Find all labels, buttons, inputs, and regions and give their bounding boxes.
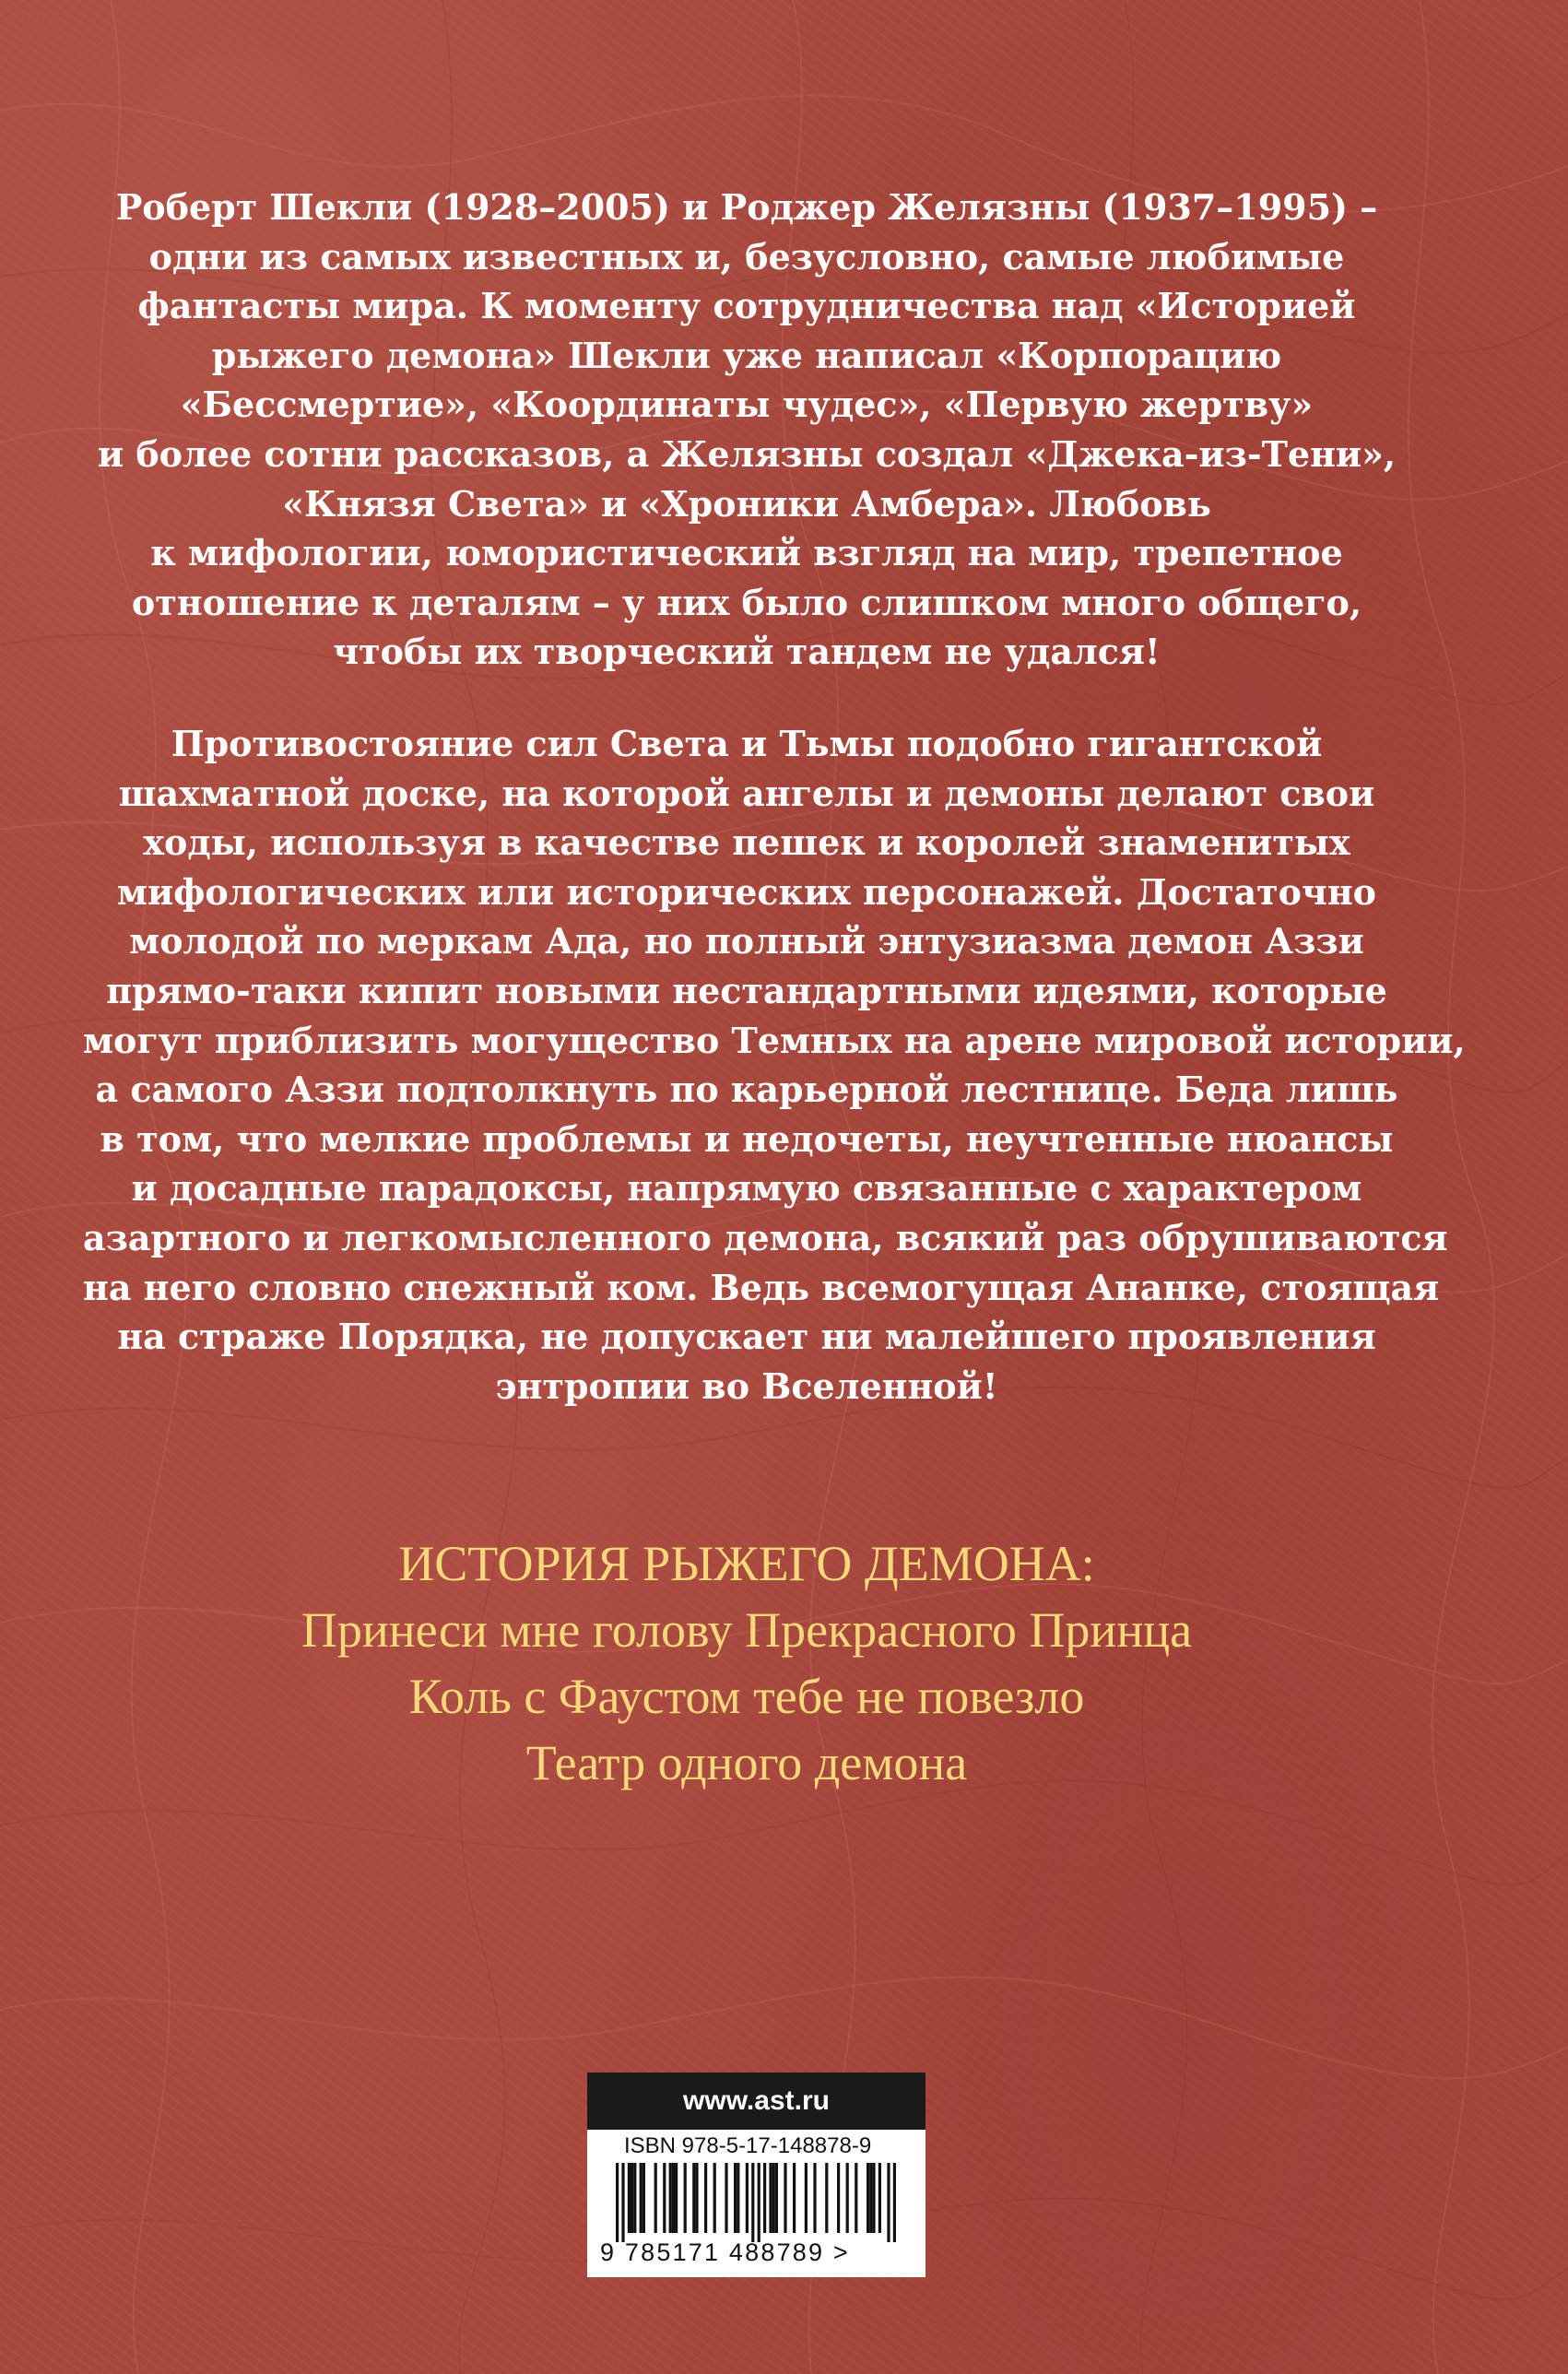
text-line: мифологических или исторических персонажей. Достаточно	[116, 870, 1377, 913]
text-line: чтобы их творческий тандем не удался!	[333, 631, 1161, 673]
barcode-bar	[893, 2163, 896, 2242]
text-line: к мифологии, юмористический взгляд на мир, трепетное	[150, 532, 1343, 574]
text-line: на страже Порядка, не допускает ни малейшего проявления	[117, 1316, 1376, 1358]
barcode-block	[587, 2073, 925, 2277]
text-line: энтропии во Вселенной!	[495, 1364, 998, 1407]
text-line: в том, что мелкие проблемы и недочеты, неучтенные нюансы	[100, 1117, 1394, 1160]
barcode-bar	[616, 2163, 619, 2242]
text-line: «Князя Света» и «Хроники Амбера». Любовь	[282, 482, 1211, 525]
text-line: шахматной доске, на которой ангелы и демоны делают свои	[118, 772, 1375, 814]
barcode-bar	[837, 2163, 840, 2233]
text-line: молодой по меркам Ада, но полный энтузиазма демон Аззи	[129, 920, 1364, 963]
barcode-bar	[825, 2163, 828, 2233]
barcode-bar	[631, 2163, 633, 2233]
barcode-bar	[669, 2163, 672, 2233]
barcode-bar	[763, 2163, 766, 2233]
series-heading: ИСТОРИЯ РЫЖЕГО ДЕМОНА:	[398, 1536, 1095, 1591]
isbn-label: ISBN 978-5-17-148878-9	[624, 2133, 872, 2158]
barcode-bar	[878, 2163, 881, 2233]
barcode-bars	[604, 2163, 908, 2242]
barcode-bar	[746, 2163, 749, 2233]
plot-description-paragraph	[83, 719, 1466, 1411]
barcode-bar	[695, 2163, 698, 2233]
text-line: Противостояние сил Света и Тьмы подобно гигантской	[171, 723, 1323, 764]
barcode-bar	[633, 2163, 636, 2233]
text-line: рыжего демона» Шекли уже написал «Корпорацию	[211, 334, 1282, 376]
barcode-bar	[758, 2163, 760, 2242]
barcode-bar	[672, 2163, 675, 2233]
barcode-digits: 9 785171 488789 >	[600, 2238, 850, 2266]
text-line: могут приблизить могущество Темных на арене мировой истории,	[83, 1019, 1466, 1061]
barcode-bar	[805, 2163, 808, 2233]
text-line: фантасты мира. К моменту сотрудничества над «Историей	[137, 285, 1356, 327]
text-line: на него словно снежный ком. Ведь всемогущая Ананке, стоящая	[83, 1266, 1440, 1308]
barcode-bar	[769, 2163, 772, 2233]
series-list	[83, 1530, 1410, 1796]
publisher-website: www.ast.ru	[587, 2073, 925, 2130]
text-line: отношение к деталям – у них было слишком много общего,	[131, 581, 1362, 623]
barcode-bar	[640, 2163, 643, 2233]
text-line: ходы, используя в качестве пешек и королей знаменитых	[143, 821, 1350, 864]
barcode-bar	[869, 2163, 872, 2233]
barcode-bar	[751, 2163, 754, 2242]
barcode-bar	[887, 2163, 890, 2242]
barcode-bar	[855, 2163, 857, 2233]
text-line: Роберт Шекли (1928–2005) и Роджер Желязны (1937–1995) –	[115, 186, 1378, 228]
barcode-bar	[654, 2163, 657, 2233]
author-description-paragraph	[83, 183, 1410, 677]
barcode-bar	[713, 2163, 716, 2233]
barcode-bar	[725, 2163, 727, 2233]
series-book-title: Театр одного демона	[525, 1735, 968, 1790]
text-line: а самого Аззи подтолкнуть по карьерной лестнице. Беда лишь	[95, 1069, 1398, 1111]
series-book-title: Принеси мне голову Прекрасного Принца	[301, 1602, 1193, 1658]
barcode-bar	[734, 2163, 737, 2233]
text-line: и досадные парадоксы, напрямую связанные с характером	[131, 1167, 1362, 1210]
barcode-bar	[784, 2163, 786, 2233]
barcode-bar	[813, 2163, 816, 2233]
barcode-bar	[737, 2163, 739, 2233]
barcode-bar	[692, 2163, 695, 2233]
series-book-title: Коль с Фаустом тебе не повезло	[408, 1669, 1085, 1724]
barcode-bar	[872, 2163, 875, 2233]
text-line: азартного и легкомысленного демона, всякий раз обрушиваются	[83, 1216, 1448, 1258]
barcode-bar	[846, 2163, 849, 2233]
barcode-bar	[643, 2163, 645, 2233]
barcode-bar	[675, 2163, 678, 2233]
barcode-bar	[867, 2163, 869, 2233]
barcode-bar	[621, 2163, 624, 2242]
text-line: одни из самых известных и, безусловно, самые любимые	[148, 235, 1345, 278]
barcode-bar	[793, 2163, 796, 2233]
barcode-bar	[684, 2163, 687, 2233]
barcode-bar	[704, 2163, 707, 2233]
barcode-bar	[772, 2163, 775, 2233]
text-line: и более сотни рассказов, а Желязны создал «Джека-из-Тени»,	[97, 432, 1397, 475]
barcode-bar	[628, 2163, 631, 2233]
text-line: прямо-таки кипит новыми нестандартными идеями, которые	[106, 969, 1387, 1011]
text-line: «Бессмертие», «Координаты чудес», «Первую жертву»	[180, 384, 1314, 426]
barcode-bar	[775, 2163, 778, 2233]
barcode-bar	[663, 2163, 666, 2233]
